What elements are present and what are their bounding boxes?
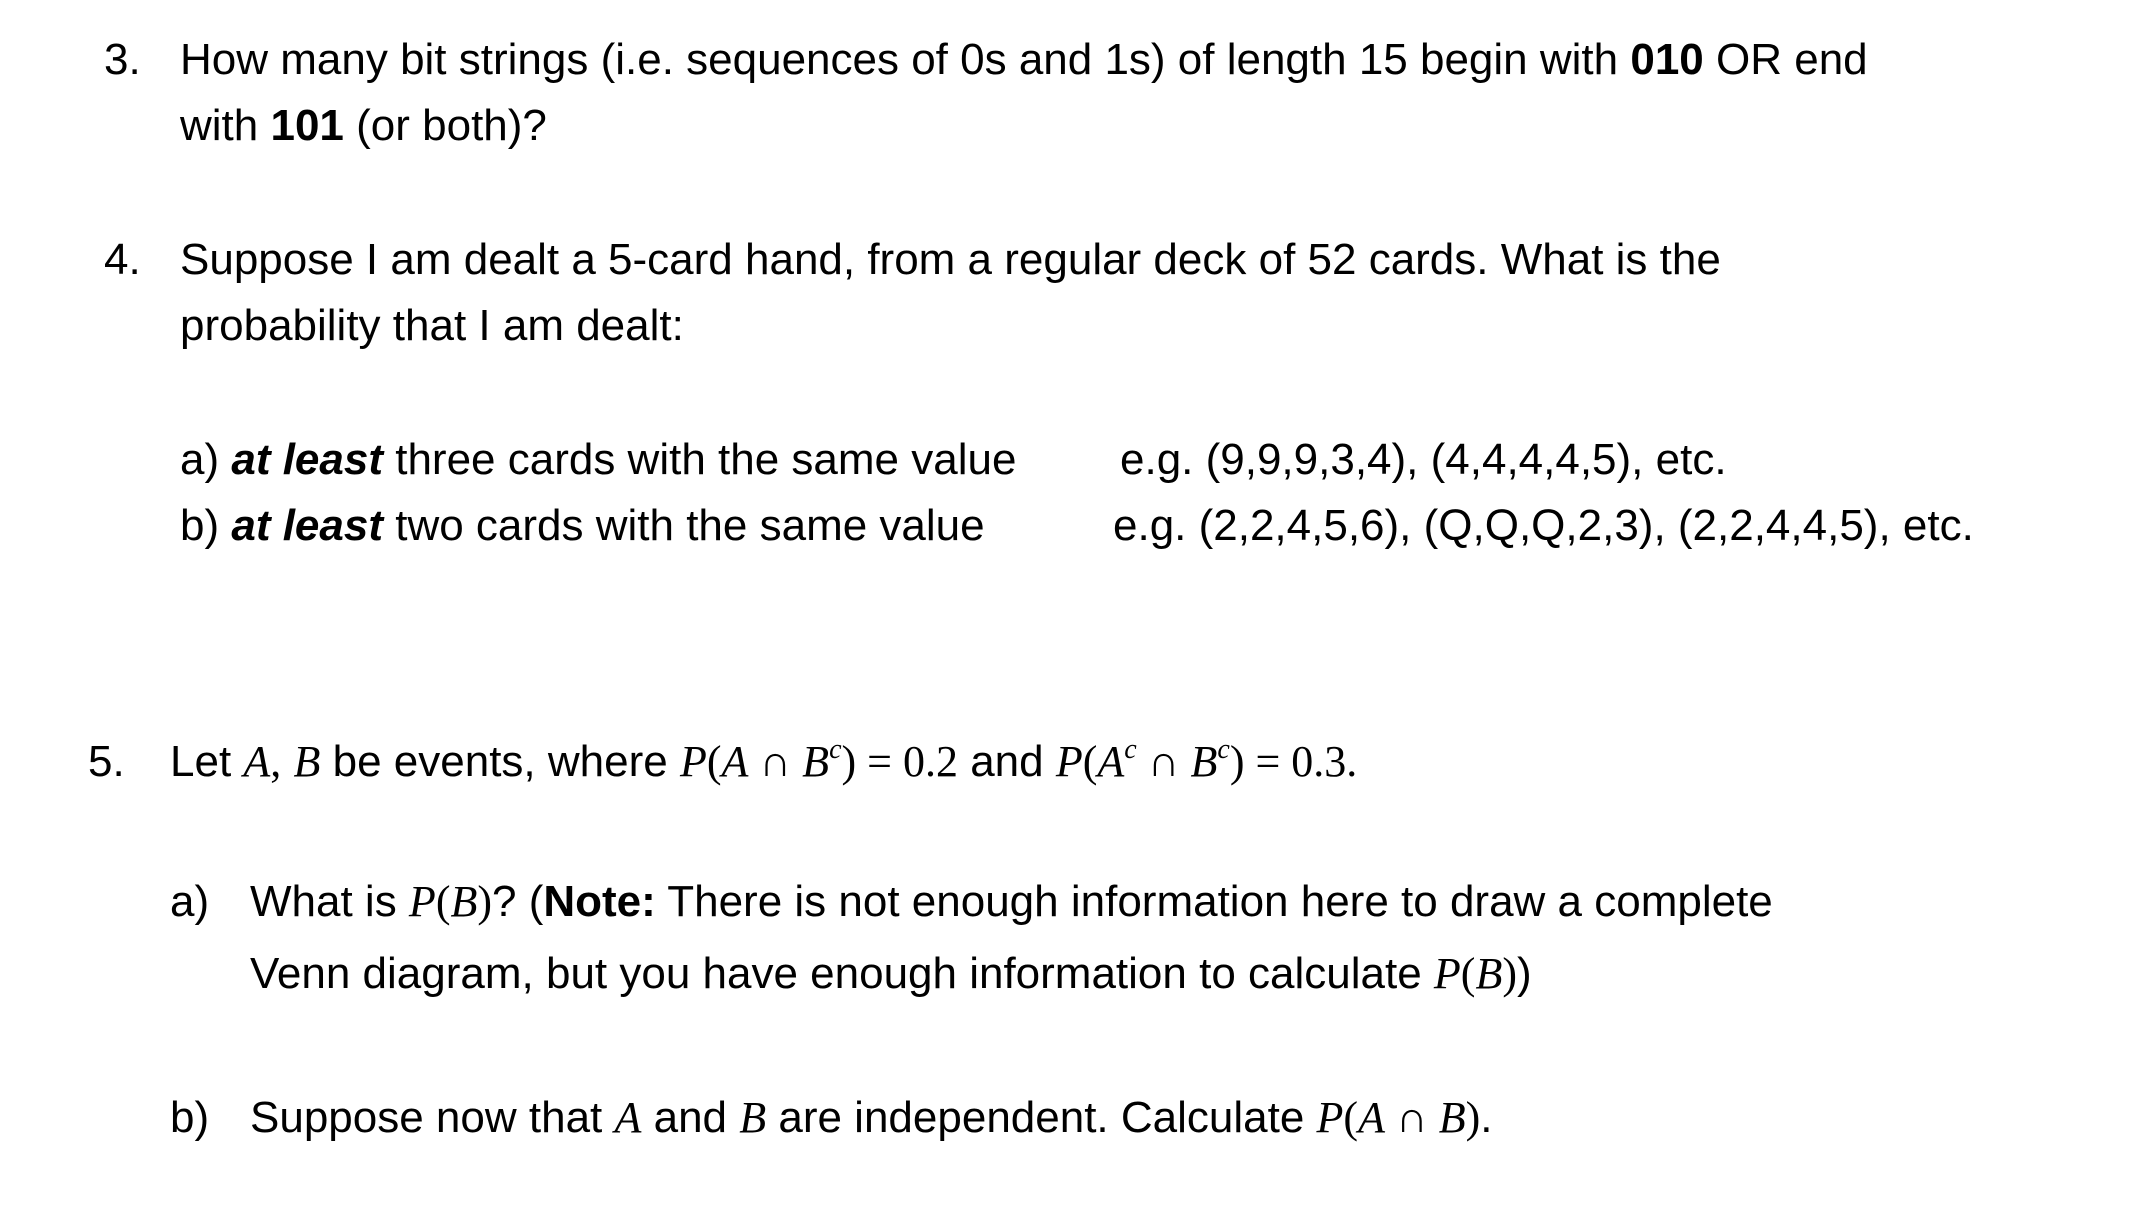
q4-number: 4. bbox=[104, 235, 141, 284]
math-var-b: B bbox=[802, 737, 830, 786]
math-p: P bbox=[408, 877, 436, 926]
math-var-a: A bbox=[1097, 737, 1125, 786]
q4-line-2: probability that I am dealt: bbox=[180, 301, 684, 350]
q4-part-b bbox=[180, 501, 985, 550]
math-var-a: A bbox=[721, 737, 749, 786]
q5-intro: Let A, B be events, where P(A ∩ $B^c) = 0.2$ and $P(A^c$ ∩ $B^c) = 0.3$. bbox=[170, 734, 1358, 786]
q5-text: be events, where bbox=[320, 737, 680, 786]
q5-a-line-2: Venn diagram, but you have enough information to calculate P(B)) bbox=[250, 949, 1532, 998]
q5-and: and bbox=[957, 737, 1056, 786]
math-var-a: A bbox=[614, 1093, 642, 1142]
q5-note-bold: Note: bbox=[543, 877, 656, 926]
math-complement: c bbox=[829, 734, 842, 765]
q5-b-and: and bbox=[641, 1093, 740, 1142]
q5-a-text: There is not enough information here to draw a complete bbox=[655, 877, 1773, 926]
q5-b-text: are independent. Calculate bbox=[766, 1093, 1317, 1142]
q3-bold-101: 101 bbox=[270, 101, 344, 150]
math-var-b: B bbox=[450, 877, 478, 926]
math-intersection: ∩ bbox=[1395, 1093, 1428, 1142]
q5-b-text: Suppose now that bbox=[250, 1093, 615, 1142]
math-p: P bbox=[1316, 1093, 1344, 1142]
q5-a-text: ) bbox=[1517, 949, 1532, 998]
math-complement: c bbox=[1124, 734, 1137, 765]
math-p: P bbox=[1433, 949, 1461, 998]
math-p: P bbox=[679, 737, 707, 786]
math-var-b: B bbox=[739, 1093, 767, 1142]
q4-b-emphasis: at least bbox=[231, 501, 383, 550]
q3-text: (or both)? bbox=[343, 101, 547, 150]
math-var-b: B bbox=[1438, 1093, 1466, 1142]
math-intersection: ∩ bbox=[759, 737, 792, 786]
q4-a-example: e.g. (9,9,9,3,4), (4,4,4,4,5), etc. bbox=[1120, 435, 1727, 484]
q3-number: 3. bbox=[104, 35, 141, 84]
q4-a-label: a) bbox=[180, 435, 232, 484]
math-var-a: A bbox=[1358, 1093, 1385, 1142]
q4-a-emphasis: at least bbox=[231, 435, 383, 484]
q5-a-text: Venn diagram, but you have enough information to calculate bbox=[250, 949, 1434, 998]
q3-text: with bbox=[180, 101, 271, 150]
q4-line-1: Suppose I am dealt a 5-card hand, from a regular deck of 52 cards. What is the bbox=[180, 235, 1721, 284]
q5-a-text: What is bbox=[250, 877, 409, 926]
q3-text: OR end bbox=[1703, 35, 1868, 84]
q4-part-a bbox=[180, 435, 1017, 484]
q5-a-text: ? ( bbox=[492, 877, 544, 926]
math-comma: , bbox=[270, 737, 282, 786]
q3-line-1 bbox=[180, 35, 1868, 84]
math-var-b: B bbox=[1475, 949, 1503, 998]
math-equals-02: ) = 0.2 bbox=[841, 737, 958, 786]
q5-a-line-1: What is P(B)? (Note: There is not enough information here to draw a complete bbox=[250, 877, 1773, 926]
q5-text: Let bbox=[170, 737, 244, 786]
math-p: P bbox=[1055, 737, 1083, 786]
q5-a-label: a) bbox=[170, 877, 210, 926]
q5-b-line: Suppose now that A and B are independent. Calculate P(A ∩ B). bbox=[250, 1093, 1493, 1142]
q4-b-text: two cards with the same value bbox=[383, 501, 985, 550]
math-equals-03: ) = 0.3. bbox=[1229, 737, 1358, 786]
q4-a-text: three cards with the same value bbox=[383, 435, 1017, 484]
q4-b-example: e.g. (2,2,4,5,6), (Q,Q,Q,2,3), (2,2,4,4,5), etc. bbox=[1113, 501, 1974, 550]
math-var-a: A bbox=[243, 737, 271, 786]
q3-bold-010: 010 bbox=[1630, 35, 1704, 84]
q5-b-end: . bbox=[1480, 1093, 1493, 1142]
math-var-b: B bbox=[293, 737, 321, 786]
math-complement: c bbox=[1217, 734, 1230, 765]
math-intersection: ∩ bbox=[1147, 737, 1180, 786]
q3-text: How many bit strings (i.e. sequences of 0s and 1s) of length 15 begin with bbox=[180, 35, 1631, 84]
q5-number: 5. bbox=[88, 737, 125, 786]
math-var-b: B bbox=[1190, 737, 1218, 786]
q3-line-2 bbox=[180, 101, 547, 150]
q4-b-label: b) bbox=[180, 501, 232, 550]
q5-b-label: b) bbox=[170, 1093, 210, 1142]
